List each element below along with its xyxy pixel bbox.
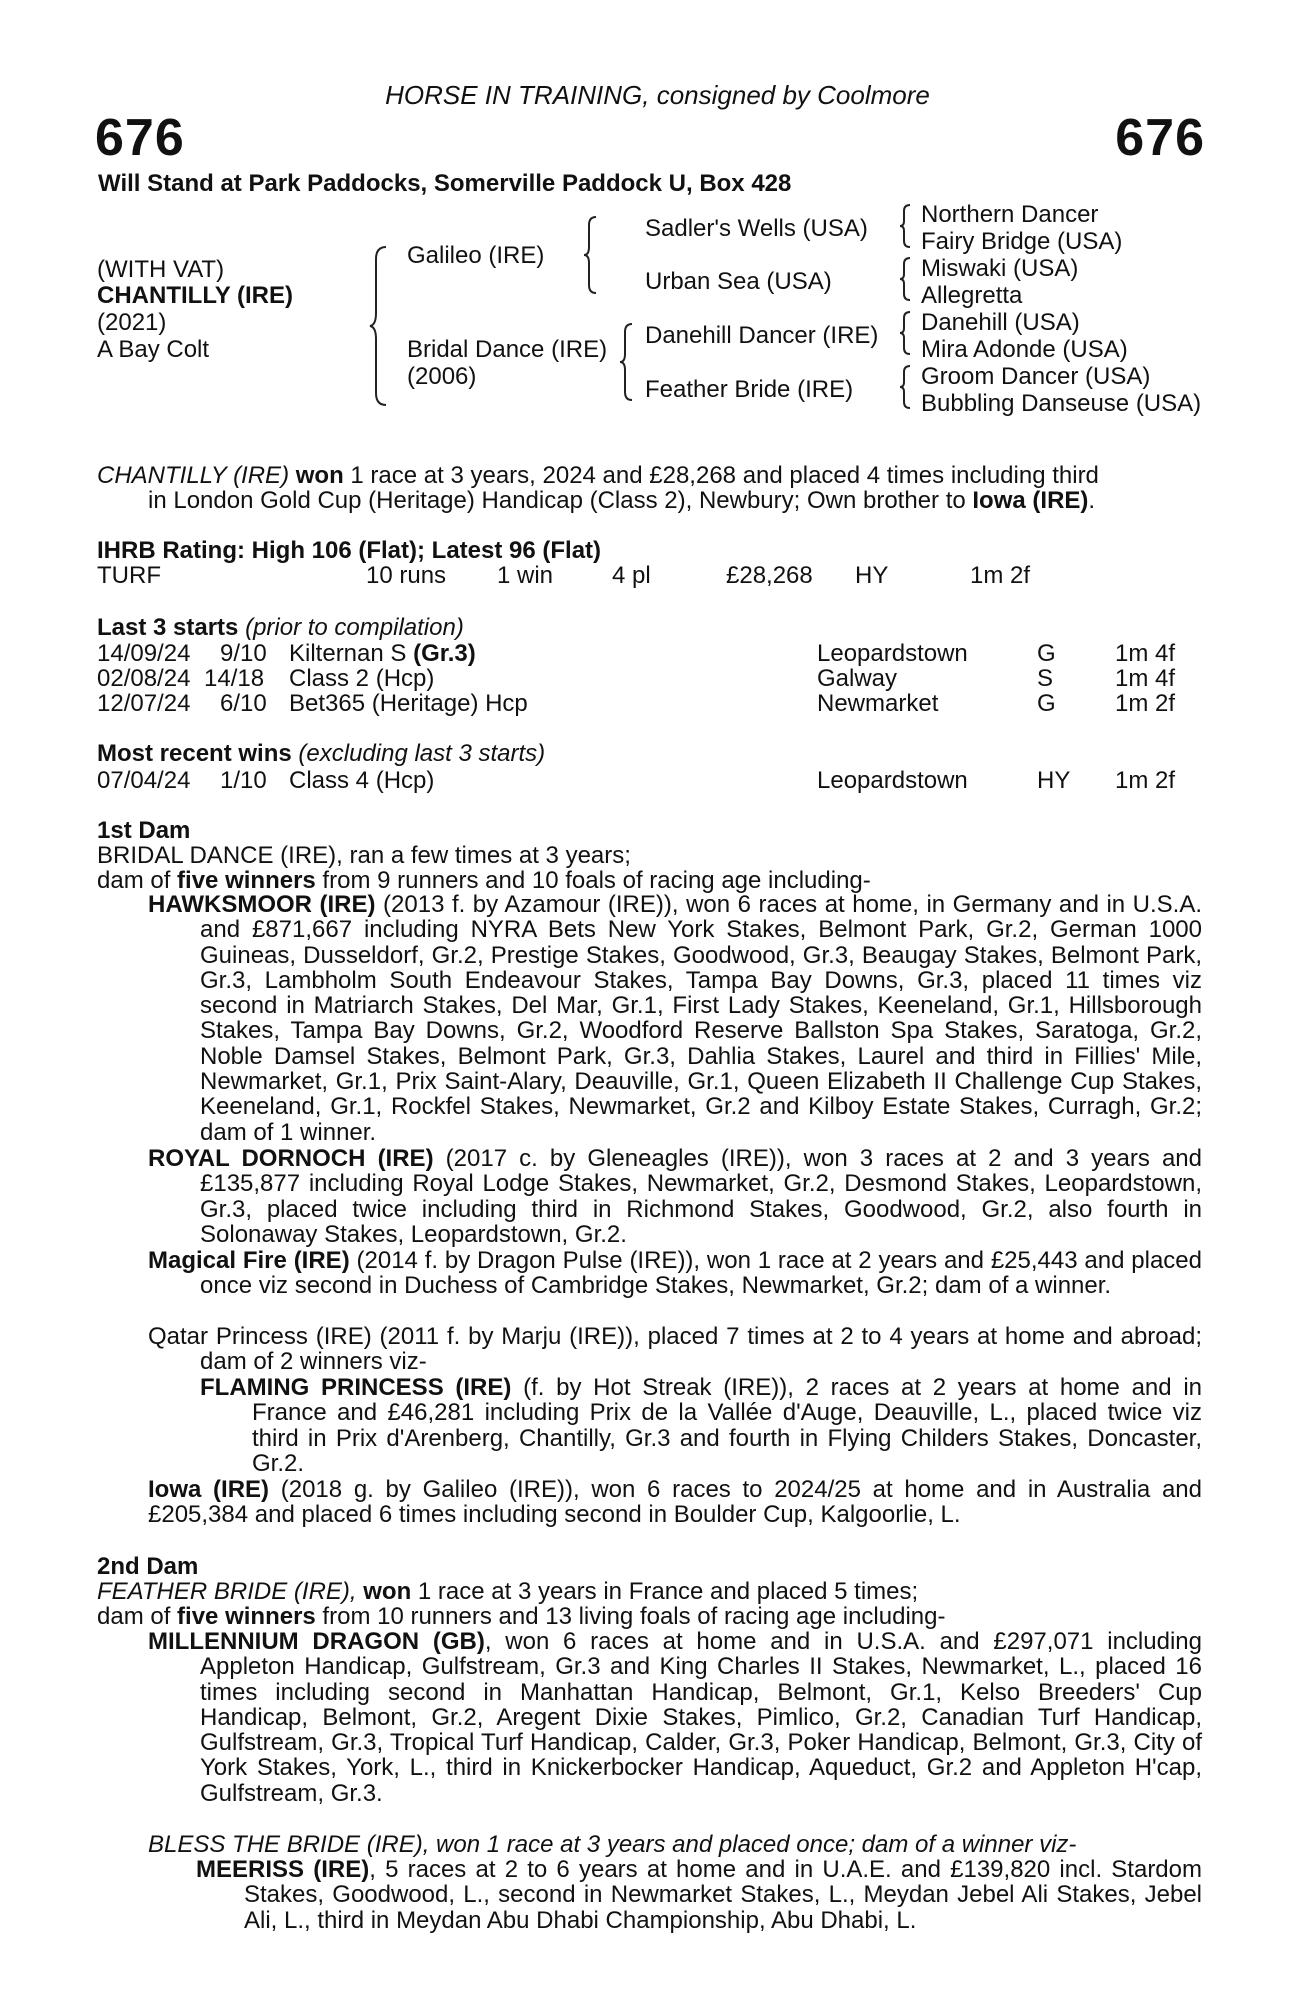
last3-row-3-going: G xyxy=(1037,690,1056,717)
pedigree-dam: Bridal Dance (IRE) xyxy=(407,336,608,363)
summary-line-1: CHANTILLY (IRE) won 1 race at 3 years, 2024 and £28,268 and placed 4 times including third xyxy=(97,462,1099,489)
last3-row-1-going: G xyxy=(1037,640,1056,667)
recent-heading: Most recent wins (excluding last 3 starts) xyxy=(97,740,546,767)
summary-line-2: in London Gold Cup (Heritage) Handicap (Class 2), Newbury; Own brother to Iowa (IRE). xyxy=(148,487,1096,514)
pedigree-sire-dam: Urban Sea (USA) xyxy=(645,268,832,295)
ihrb-surface: TURF xyxy=(97,562,161,589)
vat-note: (WITH VAT) xyxy=(97,256,225,283)
ihrb-placed: 4 pl xyxy=(612,562,651,589)
horse-year: (2021) xyxy=(97,309,167,336)
pedigree-sds: Miswaki (USA) xyxy=(921,255,1079,282)
pedigree-dss: Danehill (USA) xyxy=(921,309,1080,336)
pedigree-dds: Groom Dancer (USA) xyxy=(921,363,1151,390)
last3-row-1-dist: 1m 4f xyxy=(1115,640,1176,667)
pedigree-brace-sire xyxy=(582,215,600,295)
dam1-line-1: BRIDAL DANCE (IRE), ran a few times at 3 years; xyxy=(97,842,631,869)
last3-heading: Last 3 starts (prior to compilation) xyxy=(97,614,464,641)
ihrb-runs: 10 runs xyxy=(366,562,447,589)
dam2-heading: 2nd Dam xyxy=(97,1553,199,1580)
pedigree-sdd: Allegretta xyxy=(921,282,1023,309)
dam2-line-2: dam of five winners from 10 runners and 13 living foals of racing age including- xyxy=(97,1603,946,1630)
lot-number-left: 676 xyxy=(95,109,185,167)
last3-row-2-going: S xyxy=(1037,665,1054,692)
pedigree-dam-year: (2006) xyxy=(407,363,477,390)
pedigree-brace-sd xyxy=(898,256,914,302)
last3-row-1-pos: 9/10 xyxy=(220,640,267,667)
last3-row-3-course: Newmarket xyxy=(817,690,939,717)
ihrb-going: HY xyxy=(855,562,889,589)
produce-flaming-princess: FLAMING PRINCESS (IRE) (f. by Hot Streak (IRE)), 2 races at 2 years at home and in France and £46,281 including Prix de la Vallée d'Auge, Deauville, L., placed twice viz third in Prix d'Arenberg, Chantilly, Gr.3 and fourth in Flying Childers Stakes, Doncaster, Gr.2. xyxy=(200,1374,1202,1477)
pedigree-brace-dd xyxy=(898,364,914,410)
pedigree-sire-sire: Sadler's Wells (USA) xyxy=(645,215,868,242)
pedigree-brace-ds xyxy=(898,310,914,356)
recent-row-pos: 1/10 xyxy=(220,767,267,794)
dam2-line-1: FEATHER BRIDE (IRE), won 1 race at 3 years in France and placed 5 times; xyxy=(97,1578,919,1605)
produce-qatar-princess: Qatar Princess (IRE) (2011 f. by Marju (IRE)), placed 7 times at 2 to 4 years at home and abroad; dam of 2 winners viz- xyxy=(148,1323,1202,1376)
produce-bless-the-bride: BLESS THE BRIDE (IRE), won 1 race at 3 years and placed once; dam of a winner viz- xyxy=(148,1831,1077,1858)
ihrb-wins: 1 win xyxy=(497,562,554,589)
last3-row-2-dist: 1m 4f xyxy=(1115,665,1176,692)
pedigree-brace-main xyxy=(368,245,390,407)
dam1-line-2: dam of five winners from 9 runners and 10 foals of racing age including- xyxy=(97,867,871,894)
pedigree-ssd: Fairy Bridge (USA) xyxy=(921,228,1123,255)
recent-row-going: HY xyxy=(1037,767,1071,794)
pedigree-dam-sire: Danehill Dancer (IRE) xyxy=(645,322,879,349)
produce-hawksmoor: HAWKSMOOR (IRE) (2013 f. by Azamour (IRE)), won 6 races at home, in Germany and in U.S.A. and £871,667 including NYRA Bets New York Stakes, Belmont Park, Gr.2, German 1000 Guineas, Dusseldorf, Gr.2, Prestige Stakes, Goodwood, Gr.3, Beaugay Stakes, Belmont Park, Gr.3, Lambholm South Endeavour Stakes, Tampa Bay Downs, Gr.3, placed 11 times viz second in Matriarch Stakes, Del Mar, Gr.1, First Lady Stakes, Keeneland, Gr.1, Hillsborough Stakes, Tampa Bay Downs, Gr.2, Woodford Reserve Ballston Spa Stakes, Saratoga, Gr.2, Noble Damsel Stakes, Belmont Park, Gr.3, Dahlia Stakes, Laurel and third in Fillies' Mile, Newmarket, Gr.1, Prix Saint-Alary, Deauville, Gr.1, Queen Elizabeth II Challenge Cup Stakes, Keeneland, Gr.1, Rockfel Stakes, Newmarket, Gr.2 and Kilboy Estate Stakes, Curragh, Gr.2; dam of 1 winner. xyxy=(148,891,1202,1146)
dam1-heading: 1st Dam xyxy=(97,817,191,844)
horse-name: CHANTILLY (IRE) xyxy=(97,282,294,309)
last3-row-3-pos: 6/10 xyxy=(220,690,267,717)
ihrb-rating: IHRB Rating: High 106 (Flat); Latest 96 (Flat) xyxy=(97,537,602,564)
pedigree-brace-ss xyxy=(898,203,914,249)
produce-royal-dornoch: ROYAL DORNOCH (IRE) (2017 c. by Gleneagles (IRE)), won 3 races at 2 and 3 years and £135,877 including Royal Lodge Stakes, Newmarket, Gr.2, Desmond Stakes, Leopardstown, Gr.3, placed twice including third in Richmond Stakes, Goodwood, Gr.2, also fourth in Solonaway Stakes, Leopardstown, Gr.2. xyxy=(148,1145,1202,1248)
pedigree-dam-dam: Feather Bride (IRE) xyxy=(645,376,854,403)
horse-description: A Bay Colt xyxy=(97,336,210,363)
recent-row-dist: 1m 2f xyxy=(1115,767,1176,794)
pedigree-sire: Galileo (IRE) xyxy=(407,242,545,269)
last3-row-3-date: 12/07/24 xyxy=(97,690,191,717)
produce-magical-fire: Magical Fire (IRE) (2014 f. by Dragon Pulse (IRE)), won 1 race at 2 years and £25,443 and placed once viz second in Duchess of Cambridge Stakes, Newmarket, Gr.2; dam of a winner. xyxy=(148,1247,1202,1300)
pedigree-dsd: Mira Adonde (USA) xyxy=(921,336,1128,363)
recent-row-course: Leopardstown xyxy=(817,767,968,794)
last3-row-1-date: 14/09/24 xyxy=(97,640,191,667)
recent-row-race: Class 4 (Hcp) xyxy=(289,767,435,794)
last3-row-1-race: Kilternan S (Gr.3) xyxy=(289,640,476,667)
last3-row-3-dist: 1m 2f xyxy=(1115,690,1176,717)
produce-meeriss: MEERISS (IRE), 5 races at 2 to 6 years at home and in U.A.E. and £139,820 incl. Stardom Stakes, Goodwood, L., second in Newmarket Stakes, L., Meydan Jebel Ali Stakes, Jebel Ali, L., third in Meydan Abu Dhabi Championship, Abu Dhabi, L. xyxy=(196,1856,1202,1934)
last3-row-2-pos: 14/18 xyxy=(204,665,265,692)
last3-row-2-date: 02/08/24 xyxy=(97,665,191,692)
pedigree-sss: Northern Dancer xyxy=(921,201,1099,228)
pedigree-ddd: Bubbling Danseuse (USA) xyxy=(921,390,1202,417)
last3-row-3-race: Bet365 (Heritage) Hcp xyxy=(289,690,528,717)
lot-number-right: 676 xyxy=(1115,109,1205,167)
page-subtitle: HORSE IN TRAINING, consigned by Coolmore xyxy=(385,80,930,110)
produce-iowa: Iowa (IRE) (2018 g. by Galileo (IRE)), won 6 races to 2024/25 at home and in Australia and £205,384 and placed 6 times including second in Boulder Cup, Kalgoorlie, L. xyxy=(148,1476,1202,1529)
ihrb-earnings: £28,268 xyxy=(726,562,813,589)
last3-row-1-course: Leopardstown xyxy=(817,640,968,667)
ihrb-distance: 1m 2f xyxy=(970,562,1031,589)
recent-row-date: 07/04/24 xyxy=(97,767,191,794)
last3-row-2-race: Class 2 (Hcp) xyxy=(289,665,435,692)
pedigree-brace-dam xyxy=(618,322,636,402)
stand-location: Will Stand at Park Paddocks, Somerville Paddock U, Box 428 xyxy=(98,170,792,197)
produce-millennium-dragon: MILLENNIUM DRAGON (GB), won 6 races at home and in U.S.A. and £297,071 including Appleton Handicap, Gulfstream, Gr.3 and King Charles II Stakes, Newmarket, L., placed 16 times including second in Manhattan Handicap, Belmont, Gr.1, Kelso Breeders' Cup Handicap, Belmont, Gr.2, Aregent Dixie Stakes, Pimlico, Gr.2, Canadian Turf Handicap, Gulfstream, Gr.3, Tropical Turf Handicap, Calder, Gr.3, Poker Handicap, Belmont, Gr.3, City of York Stakes, York, L., third in Knickerbocker Handicap, Aqueduct, Gr.2 and Appleton H'cap, Gulfstream, Gr.3. xyxy=(148,1628,1202,1807)
last3-row-2-course: Galway xyxy=(817,665,898,692)
